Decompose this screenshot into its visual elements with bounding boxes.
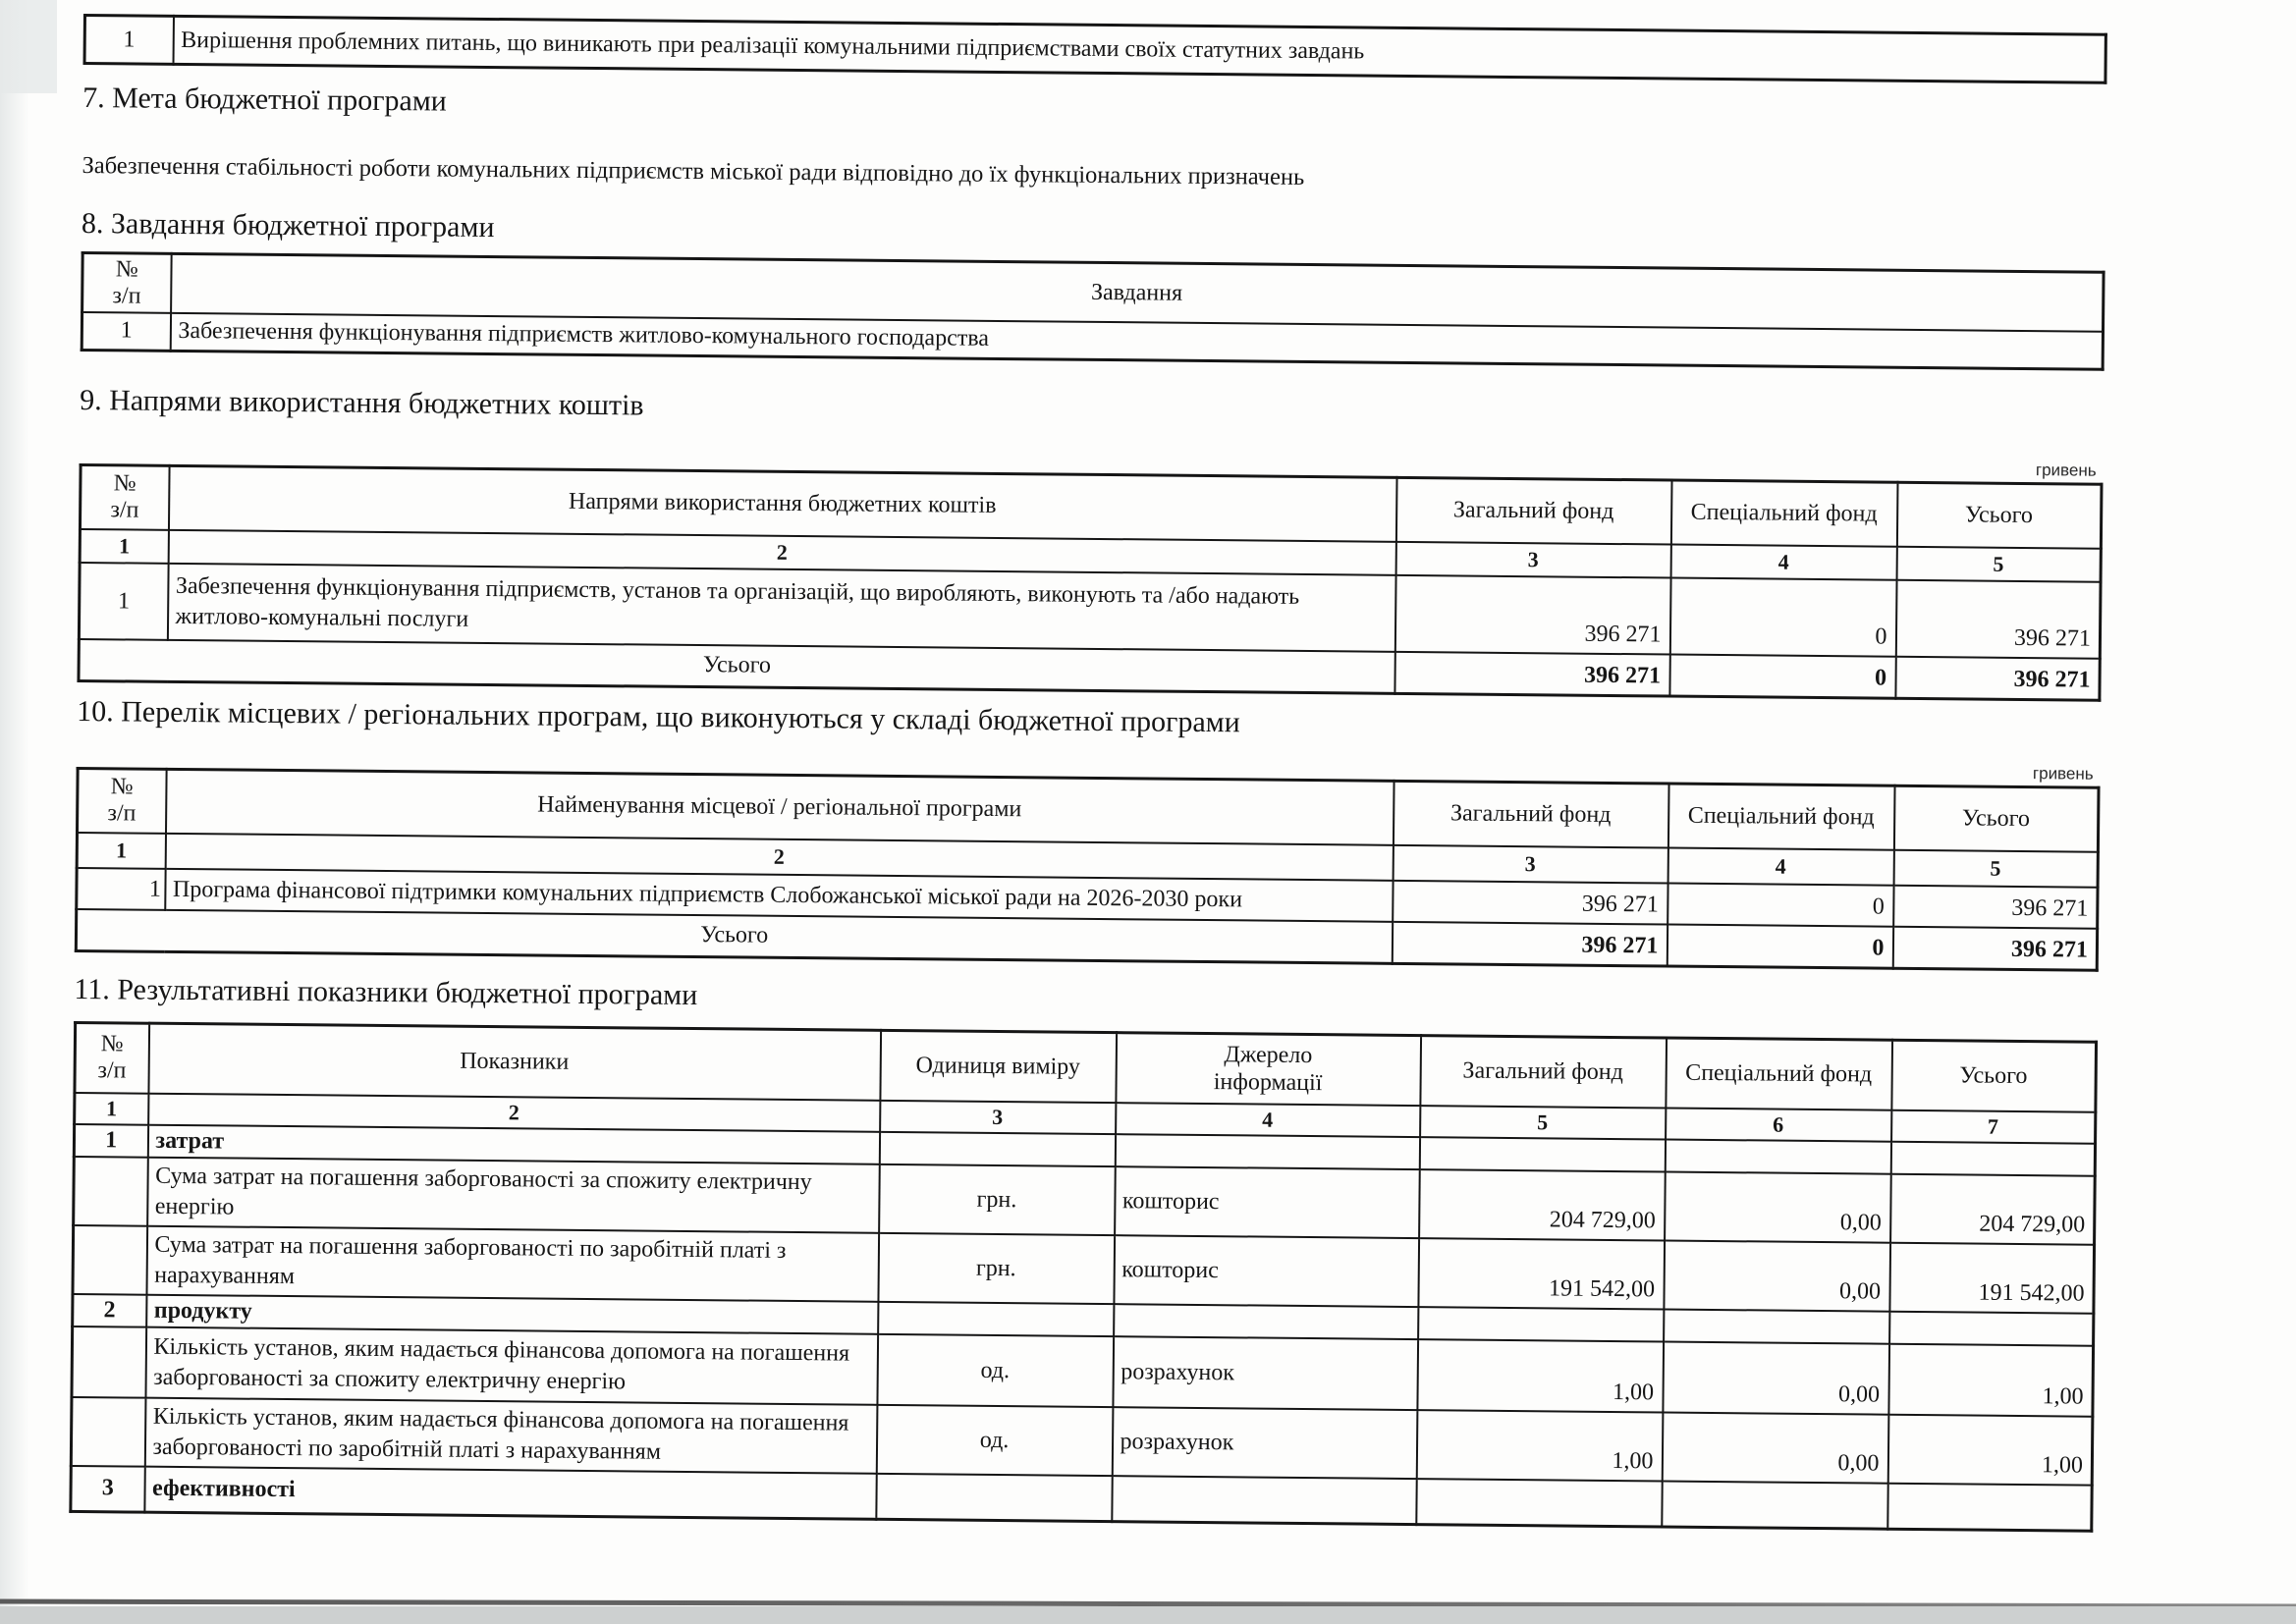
total-value: 396 271: [1893, 886, 2098, 929]
col-num-cell: 2: [168, 530, 1395, 575]
no-suffix: з/п: [97, 1057, 127, 1084]
col-num-cell: 1: [77, 833, 165, 869]
col-num-cell: 5: [1896, 547, 2101, 582]
empty-cell: [1114, 1304, 1418, 1339]
source-header-line2: інформації: [1213, 1069, 1323, 1097]
row-number-cell: 1: [77, 868, 165, 910]
general-fund-value: 1,00: [1416, 1410, 1663, 1481]
section-10-heading: 10. Перелік місцевих / регіональних програм, що виконуються у складі бюджетної програми: [77, 694, 1240, 738]
special-fund-value: 0: [1667, 884, 1893, 927]
special-fund-header-cell: Спеціальний фонд: [1670, 480, 1897, 547]
row-number-cell: 1: [84, 16, 173, 65]
row-number-cell: [73, 1225, 147, 1295]
total-value: 1,00: [1888, 1344, 2094, 1417]
row-number-cell: [72, 1326, 146, 1398]
no-symbol: №: [100, 1031, 124, 1057]
no-symbol: №: [115, 256, 138, 283]
unit-cell: од.: [877, 1334, 1114, 1407]
general-fund-value: 396 271: [1394, 575, 1670, 655]
total-value: 396 271: [1895, 580, 2101, 659]
task-header-cell: Завдання: [171, 253, 2104, 331]
no-header-cell: [75, 1022, 149, 1094]
special-fund-value: 0,00: [1662, 1413, 1888, 1484]
general-fund-header-cell: Загальний фонд: [1420, 1035, 1667, 1108]
total-label-cell: Усього: [79, 639, 1394, 693]
empty-cell: [1416, 1479, 1662, 1526]
col-num-cell: 1: [75, 1093, 148, 1125]
special-fund-value: 0,00: [1663, 1342, 1889, 1415]
row-number-cell: 3: [71, 1466, 144, 1512]
no-suffix: з/п: [107, 800, 137, 827]
empty-cell: [1115, 1134, 1419, 1169]
section-8-heading: 8. Завдання бюджетної програми: [81, 206, 495, 244]
program-goal-text: Забезпечення стабільності роботи комунальних підприємств міської ради відповідно до їх функціональних призначень: [82, 151, 1305, 190]
indicators-header-cell: Показники: [148, 1023, 881, 1101]
row-number-cell: 1: [79, 563, 168, 640]
currency-label: гривень: [2035, 460, 2097, 480]
empty-cell: [1665, 1140, 1890, 1174]
general-fund-total: 396 271: [1394, 652, 1669, 696]
indicator-name-cell: Кількість установ, яким надається фінансова допомога на погашення заборгованості за спожиту електричну енергію: [145, 1327, 878, 1405]
empty-cell: [879, 1132, 1115, 1166]
empty-cell: [1418, 1307, 1664, 1341]
directions-header-cell: Напрями використання бюджетних коштів: [168, 465, 1396, 542]
no-header-cell: [82, 253, 172, 313]
scan-edge-bottom: [0, 1606, 2296, 1624]
total-header-cell: Усього: [1893, 785, 2099, 852]
no-suffix: з/п: [112, 283, 141, 309]
empty-cell: [1890, 1142, 2095, 1176]
no-header-cell: [77, 768, 166, 834]
section-9-heading: 9. Напрями використання бюджетних коштів: [80, 383, 644, 421]
source-cell: кошторис: [1114, 1235, 1419, 1307]
task-text-cell: Забезпечення функціонування підприємств житлово-комунального господарства: [170, 313, 2103, 369]
source-cell: розрахунок: [1112, 1407, 1417, 1479]
unit-header-cell: Одиниця виміру: [880, 1030, 1117, 1103]
section-11-heading: 11. Результативні показники бюджетної програми: [74, 972, 698, 1011]
table-row: [84, 16, 2105, 83]
indicator-name-cell: Кількість установ, яким надається фінансова допомога на погашення заборгованості по заробітній платі з нарахуванням: [144, 1398, 877, 1474]
total-label-cell: Усього: [76, 909, 1392, 963]
col-num-cell: 2: [165, 834, 1393, 881]
row-number-cell: [71, 1397, 145, 1467]
unit-cell: грн.: [878, 1233, 1115, 1304]
row-number-cell: [74, 1157, 148, 1226]
source-cell: розрахунок: [1113, 1336, 1418, 1410]
direction-text-cell: Забезпечення функціонування підприємств, установ та організацій, що виробляють, виконують та /або надають житлово-комунальні послуги: [167, 564, 1395, 652]
empty-cell: [1662, 1481, 1887, 1528]
directions-table: [77, 462, 2103, 701]
empty-cell: [1887, 1484, 2092, 1531]
no-symbol: №: [113, 470, 137, 497]
special-fund-value: 0: [1669, 578, 1896, 657]
total-value: 191 542,00: [1889, 1243, 2095, 1314]
no-symbol: №: [110, 774, 134, 800]
total-header-cell: Усього: [1891, 1040, 2097, 1112]
category-label: продукту: [146, 1295, 878, 1334]
category-label: затрат: [147, 1125, 879, 1164]
document-page: [69, 14, 2105, 1532]
total-value: 204 729,00: [1890, 1174, 2096, 1245]
col-num-cell: 4: [1670, 545, 1896, 580]
col-num-cell: 1: [80, 529, 168, 564]
goal-text-cell: Вирішення проблемних питань, що виникають при реалізації комунальними підприємствами своїх статутних завдань: [173, 16, 2105, 82]
row-number-cell: 1: [74, 1124, 147, 1158]
empty-cell: [1664, 1310, 1889, 1344]
general-fund-value: 1,00: [1417, 1339, 1664, 1412]
empty-cell: [878, 1302, 1114, 1336]
no-suffix: з/п: [110, 497, 139, 523]
unit-cell: грн.: [879, 1164, 1116, 1235]
empty-cell: [876, 1474, 1112, 1521]
scan-edge-left: [0, 0, 29, 1610]
col-num-cell: 3: [1393, 845, 1667, 884]
programs-table: [75, 766, 2101, 971]
special-fund-header-cell: Спеціальний фонд: [1666, 1038, 1892, 1110]
source-cell: кошторис: [1115, 1166, 1420, 1238]
no-header-cell: [80, 464, 169, 530]
col-num-cell: 3: [1395, 542, 1670, 578]
empty-cell: [1419, 1137, 1665, 1171]
col-num-cell: 6: [1666, 1109, 1891, 1142]
col-num-cell: 2: [148, 1094, 880, 1132]
indicator-name-cell: Сума затрат на погашення заборгованості за спожиту електричну енергію: [147, 1158, 880, 1233]
total-value: 1,00: [1887, 1415, 2093, 1486]
indicators-table: [69, 1020, 2098, 1532]
grand-total: 396 271: [1892, 927, 2097, 970]
row-number-cell: 1: [82, 312, 170, 351]
grand-total: 396 271: [1895, 657, 2100, 700]
row-number-cell: 2: [73, 1294, 146, 1327]
col-num-cell: 3: [880, 1101, 1116, 1134]
empty-cell: [1889, 1312, 2094, 1346]
program-name-header-cell: Найменування місцевої / регіональної програми: [165, 769, 1394, 845]
indicator-name-cell: Сума затрат на погашення заборгованості по заробітній платі з нарахуванням: [146, 1226, 879, 1302]
general-fund-value: 396 271: [1393, 881, 1667, 925]
source-header-cell: [1116, 1032, 1421, 1106]
general-fund-header-cell: Загальний фонд: [1393, 781, 1668, 848]
category-label: ефективності: [144, 1467, 876, 1519]
col-num-cell: 7: [1891, 1110, 2096, 1144]
col-num-cell: 4: [1116, 1103, 1420, 1137]
col-num-cell: 4: [1667, 848, 1893, 886]
general-fund-value: 191 542,00: [1418, 1238, 1665, 1309]
special-fund-value: 0,00: [1664, 1241, 1890, 1312]
general-fund-header-cell: Загальний фонд: [1395, 477, 1671, 545]
program-name-cell: Програма фінансової підтримки комунальних підприємств Слобожанської міської ради на 2026-2030 роки: [165, 869, 1393, 922]
empty-cell: [1112, 1476, 1416, 1524]
special-fund-total: 0: [1669, 655, 1895, 698]
general-fund-total: 396 271: [1392, 922, 1667, 966]
general-fund-value: 204 729,00: [1419, 1169, 1666, 1240]
col-num-cell: 5: [1893, 850, 2098, 888]
col-num-cell: 5: [1420, 1106, 1666, 1139]
currency-label: гривень: [2032, 763, 2094, 784]
section-7-heading: 7. Мета бюджетної програми: [82, 81, 447, 118]
special-fund-total: 0: [1667, 925, 1892, 968]
tasks-table: [81, 251, 2105, 370]
special-fund-value: 0,00: [1665, 1172, 1891, 1243]
special-fund-header-cell: Спеціальний фонд: [1667, 784, 1894, 850]
total-header-cell: Усього: [1896, 482, 2102, 549]
goals-table-continuation: [83, 14, 2107, 84]
source-header-line1: Джерело: [1224, 1042, 1313, 1069]
unit-cell: од.: [876, 1405, 1113, 1476]
